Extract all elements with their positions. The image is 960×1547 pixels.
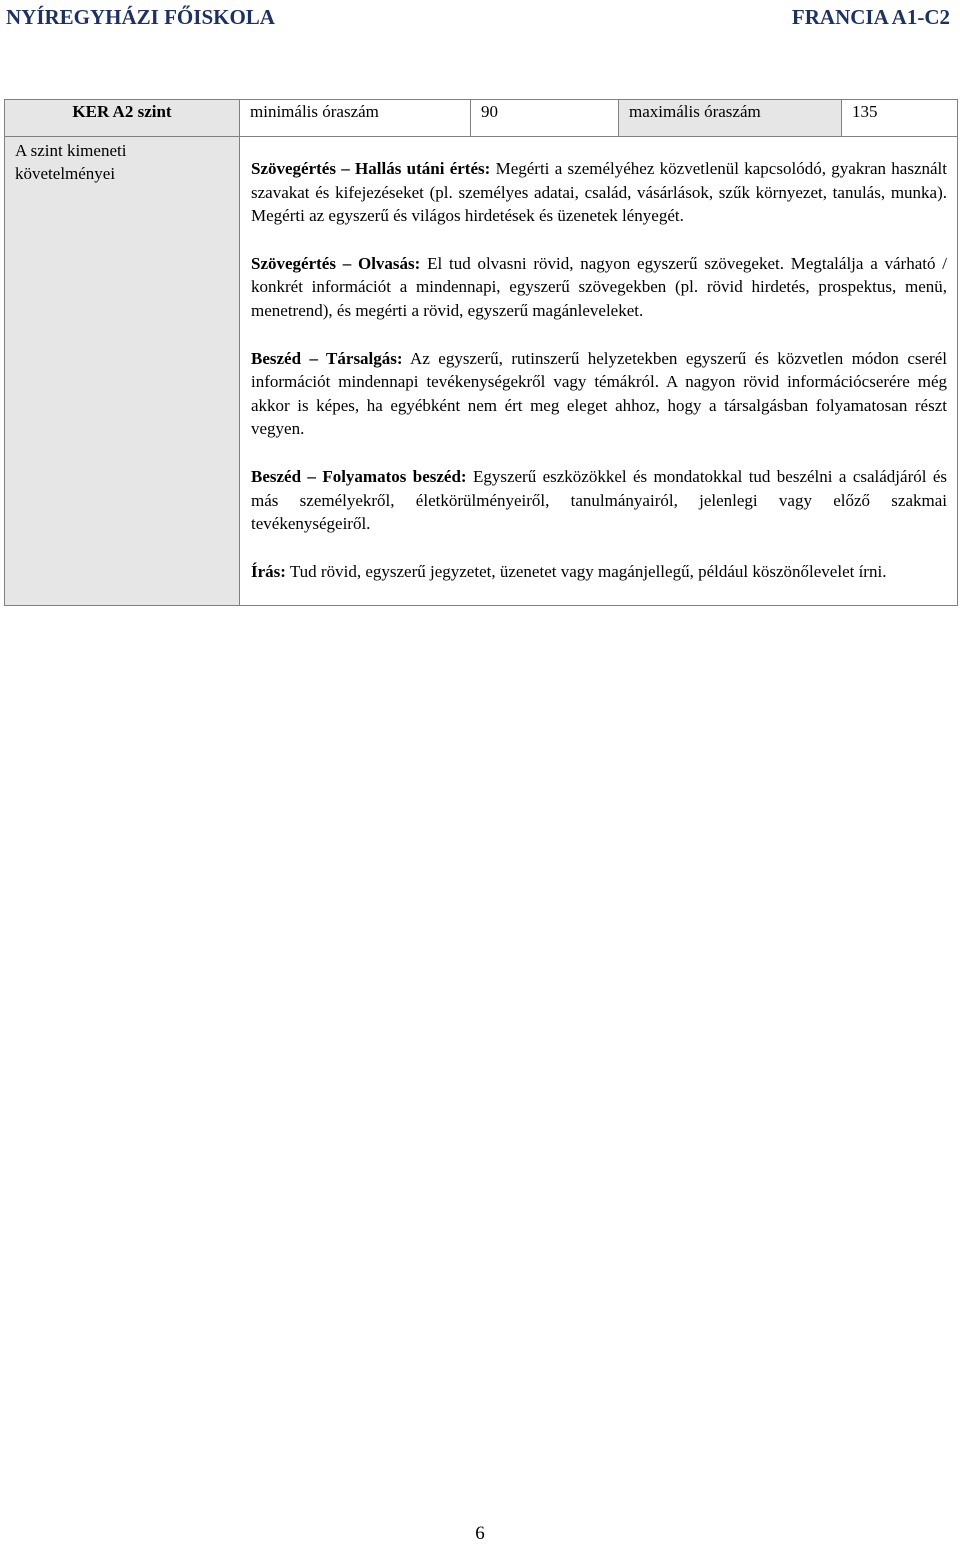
requirement-text: Tud rövid, egyszerű jegyzetet, üzenetet vagy magánjellegű, például köszönőlevelet írni. bbox=[285, 561, 887, 581]
page-number: 6 bbox=[475, 1523, 485, 1544]
level-label: KER A2 szint bbox=[5, 100, 240, 137]
min-hours-value: 90 bbox=[471, 100, 619, 137]
requirement-term: Szövegértés – Olvasás: bbox=[251, 253, 421, 273]
requirement-term: Beszéd – Folyamatos beszéd: bbox=[251, 466, 467, 486]
page-header bbox=[6, 5, 950, 31]
requirement-paragraph bbox=[251, 157, 947, 228]
requirement-paragraph bbox=[251, 465, 947, 536]
course-title: FRANCIA A1-C2 bbox=[791, 5, 950, 29]
requirement-text: Megérti a személyéhez közvetlenül kapcsolódó, gyakran használt szavakat és kifejezéseket (pl. személyes adatai, család, vásárlások, szűk környezet, tanulás, munka). Megérti az egyszerű és világos hirdetések és üzenetek lényegét. bbox=[251, 159, 947, 226]
level-requirements-table bbox=[4, 99, 958, 606]
requirements-content bbox=[240, 137, 958, 606]
institution-name: NYÍREGYHÁZI FŐISKOLA bbox=[6, 5, 275, 29]
min-hours-label: minimális óraszám bbox=[240, 100, 471, 137]
requirement-term: Beszéd – Társalgás: bbox=[251, 348, 403, 368]
max-hours-label: maximális óraszám bbox=[619, 100, 842, 137]
requirement-text: Az egyszerű, rutinszerű helyzetekben egyszerű és közvetlen módon cserél információt mindennapi tevékenységekről vagy témákról. A nagyon rövid információcserére még akkor is képes, ha egyébként nem ért meg eleget ahhoz, hogy a társalgásban folyamatosan részt vegyen. bbox=[251, 348, 947, 439]
requirements-label: A szint kimeneti követelményei bbox=[5, 137, 240, 606]
requirement-paragraph bbox=[251, 252, 947, 323]
requirements-row bbox=[5, 137, 958, 606]
max-hours-value: 135 bbox=[842, 100, 958, 137]
table-header-row bbox=[5, 100, 958, 137]
requirement-paragraph bbox=[251, 347, 947, 441]
requirement-text: Egyszerű eszközökkel és mondatokkal tud beszélni a családjáról és más személyekről, életkörülményeiről, tanulmányairól, jelenlegi vagy előző szakmai tevékenységeiről. bbox=[251, 466, 947, 534]
requirement-text: El tud olvasni rövid, nagyon egyszerű szövegeket. Megtalálja a várható / konkrét információt a mindennapi, egyszerű szövegekben (pl. rövid hirdetés, prospektus, menü, menetrend), és megérti a rövid, egyszerű magánleveleket. bbox=[251, 253, 947, 320]
requirement-term: Szövegértés – Hallás utáni értés: bbox=[251, 159, 491, 178]
requirement-term: Írás: bbox=[251, 561, 286, 581]
requirement-paragraph bbox=[251, 560, 947, 584]
